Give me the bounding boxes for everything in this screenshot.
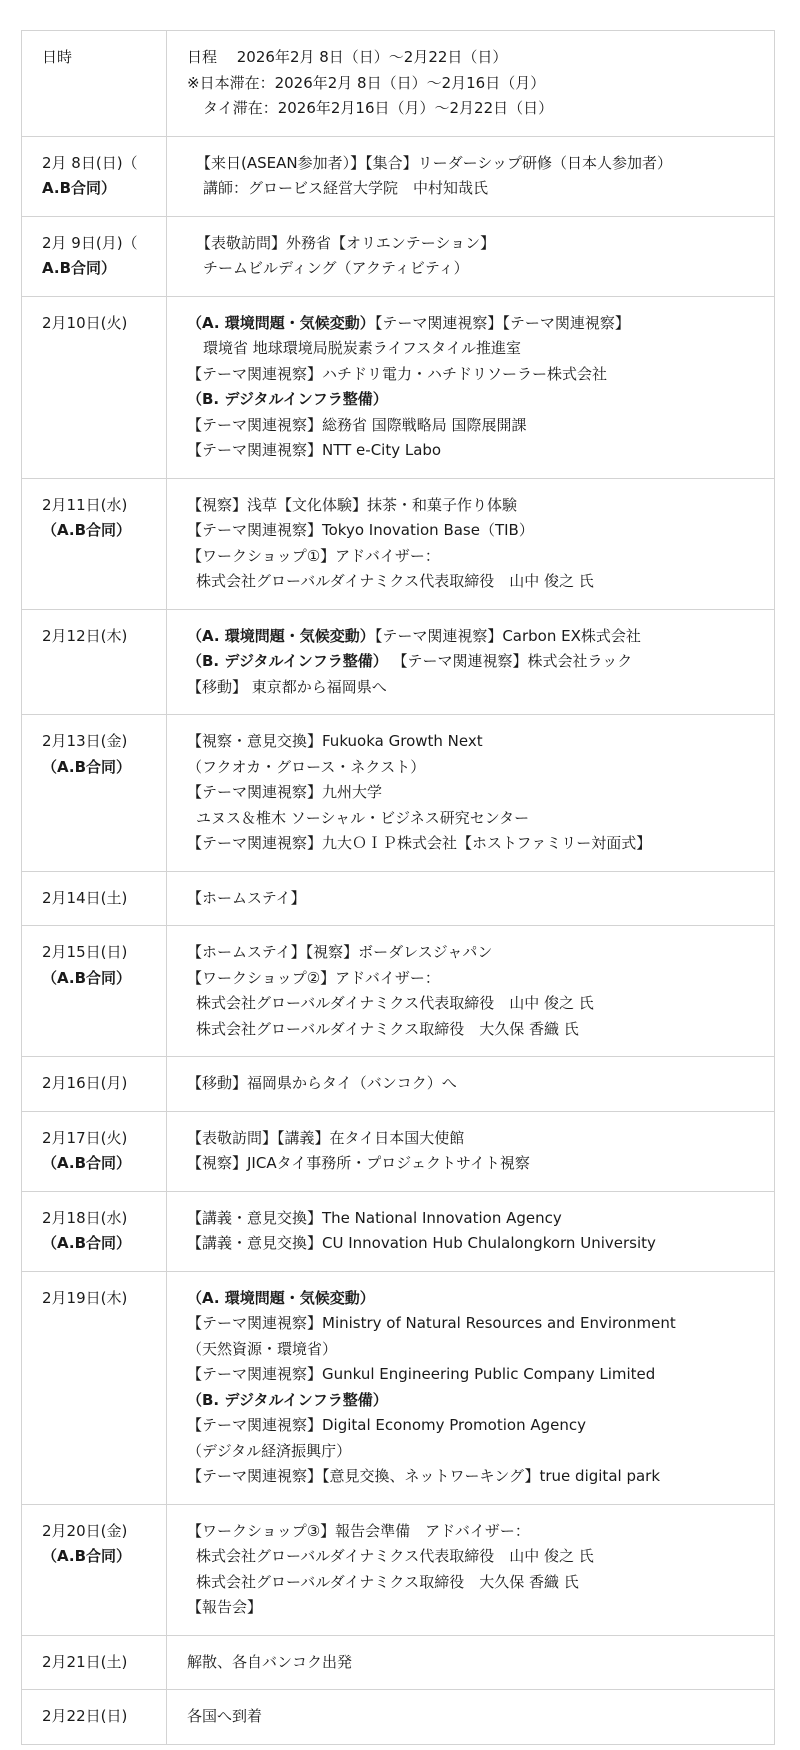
date-cell: [22, 1690, 167, 1745]
activity-text: チームビルディング（アクティビティ）: [203, 259, 469, 277]
activity-line: [187, 675, 764, 701]
date-cell: [22, 136, 167, 216]
activity-text: 【テーマ関連視察】Tokyo Inovation Base（TIB）: [187, 521, 534, 539]
activity-text: 【ワークショップ③】報告会準備 アドバイザー：: [187, 1521, 530, 1540]
date-cell: [22, 31, 167, 137]
activity-line: [187, 493, 764, 519]
activity-text: 【表敬訪問】外務省【オリエンテーション】: [196, 233, 496, 252]
activity-text: 株式会社グローバルダイナミクス取締役 大久保 香織 氏: [196, 1572, 579, 1591]
activity-text: 株式会社グローバルダイナミクス代表取締役 山中 俊之 氏: [196, 572, 594, 590]
activity-text: 【移動】 東京都から福岡県へ: [187, 677, 387, 696]
theme-heading: （A. 環境問題・気候変動）: [187, 1288, 375, 1307]
activity-line: [187, 518, 764, 544]
activity-line: [187, 1544, 764, 1570]
activity-cell: [167, 136, 775, 216]
schedule-row: [22, 1690, 775, 1745]
schedule-row: [22, 1635, 775, 1690]
activity-line: [187, 649, 764, 675]
schedule-row: [22, 296, 775, 478]
activity-line: [187, 151, 764, 177]
schedule-row: [22, 871, 775, 926]
date-label: 2月17日(火): [42, 1128, 128, 1147]
activity-line: [187, 1388, 764, 1414]
activity-line: [187, 886, 764, 912]
activity-line: [187, 966, 764, 992]
activity-cell: [167, 478, 775, 609]
activity-line: [187, 806, 764, 832]
activity-text: 【テーマ関連視察】Digital Economy Promotion Agency: [187, 1416, 586, 1434]
schedule-row: [22, 1191, 775, 1271]
activity-line: [187, 1151, 764, 1177]
activity-line: [187, 1286, 764, 1312]
activity-line: [187, 1519, 764, 1545]
activity-text: 日程 2026年2月 8日（日）〜2月22日（日）: [187, 48, 508, 66]
activity-text: 【講義・意見交換】CU Innovation Hub Chulalongkorn University: [187, 1234, 656, 1252]
activity-line: [187, 1071, 764, 1097]
schedule-row: [22, 1057, 775, 1112]
joint-session-label: （A.B合同）: [42, 968, 132, 987]
activity-line: [187, 1439, 764, 1465]
activity-text: 【テーマ関連視察】ハチドリ電力・ハチドリソーラー株式会社: [187, 364, 608, 383]
activity-line: [187, 831, 764, 857]
activity-cell: [167, 871, 775, 926]
date-label: 2月15日(日): [42, 943, 128, 961]
theme-heading: （B. デジタルインフラ整備）: [187, 652, 388, 670]
activity-text: 【ワークショップ①】アドバイザー：: [187, 546, 440, 565]
date-cell: [22, 715, 167, 872]
date-label: 2月19日(木): [42, 1288, 128, 1307]
activity-text: 各国へ到着: [187, 1707, 263, 1725]
date-label: 2月14日(土): [42, 888, 128, 907]
activity-text: 【ホームステイ】: [187, 888, 306, 907]
activity-line: [187, 176, 764, 202]
activity-cell: [167, 609, 775, 715]
activity-cell: [167, 1191, 775, 1271]
activity-text: 環境省 地球環境局脱炭素ライフスタイル推進室: [203, 339, 521, 357]
date-cell: [22, 871, 167, 926]
date-label: 2月22日(日): [42, 1707, 128, 1725]
activity-text: （フクオカ・グロース・ネクスト）: [187, 757, 426, 776]
activity-line: [187, 1595, 764, 1621]
theme-heading: （B. デジタルインフラ整備）: [187, 1390, 388, 1409]
activity-line: [187, 1231, 764, 1257]
activity-text: 解散、各自バンコク出発: [187, 1652, 353, 1671]
theme-heading: （A. 環境問題・気候変動）: [187, 313, 375, 332]
joint-session-label: （A.B合同）: [42, 1154, 132, 1172]
activity-cell: [167, 1271, 775, 1504]
activity-text: 【テーマ関連視察】Carbon EX株式会社: [374, 626, 641, 645]
activity-text: 【視察】浅草【文化体験】抹茶・和菓子作り体験: [187, 495, 518, 514]
activity-cell: [167, 1057, 775, 1112]
activity-line: [187, 1337, 764, 1363]
activity-text: 【ワークショップ②】アドバイザー：: [187, 968, 440, 987]
date-label: 2月21日(土): [42, 1652, 128, 1671]
activity-text: 【テーマ関連視察】【テーマ関連視察】: [374, 313, 630, 332]
joint-session-label: （A.B合同）: [42, 1547, 132, 1565]
activity-text: 【テーマ関連視察】NTT e-City Labo: [187, 441, 442, 459]
activity-cell: [167, 1111, 775, 1191]
activity-line: [187, 1206, 764, 1232]
activity-line: [187, 96, 764, 122]
activity-line: [187, 336, 764, 362]
activity-text: タイ滞在：2026年2月16日（月）〜2月22日（日）: [203, 99, 554, 117]
date-label: 2月16日(月): [42, 1074, 128, 1092]
date-cell: [22, 1271, 167, 1504]
activity-line: [187, 940, 764, 966]
schedule-row: [22, 715, 775, 872]
activity-line: [187, 544, 764, 570]
activity-text: 【テーマ関連視察】Gunkul Engineering Public Company Limited: [187, 1365, 656, 1383]
date-label: 2月11日(水): [42, 495, 128, 514]
activity-cell: [167, 1635, 775, 1690]
schedule-table: [21, 30, 775, 1745]
schedule-row: [22, 926, 775, 1057]
theme-heading: （B. デジタルインフラ整備）: [187, 390, 388, 408]
date-cell: [22, 296, 167, 478]
activity-line: [187, 755, 764, 781]
activity-text: 【移動】福岡県からタイ（バンコク）へ: [187, 1074, 457, 1092]
schedule-row: [22, 609, 775, 715]
joint-session-label: A.B合同）: [42, 259, 117, 277]
activity-text: 講師：グロービス経営大学院 中村知哉氏: [203, 179, 489, 197]
activity-text: （天然資源・環境省）: [187, 1339, 338, 1358]
activity-line: [187, 1413, 764, 1439]
schedule-row: [22, 1504, 775, 1635]
schedule-row: [22, 216, 775, 296]
activity-line: [187, 438, 764, 464]
activity-line: [187, 1126, 764, 1152]
schedule-row: [22, 136, 775, 216]
date-cell: [22, 1635, 167, 1690]
activity-text: （デジタル経済振興庁）: [187, 1441, 352, 1460]
date-label: 2月 9日(月)（: [42, 233, 138, 252]
activity-text: 【テーマ関連視察】総務省 国際戦略局 国際展開課: [187, 415, 527, 434]
activity-line: [187, 256, 764, 282]
activity-line: [187, 311, 764, 337]
schedule-body: [22, 31, 775, 1745]
date-cell: [22, 609, 167, 715]
activity-line: [187, 1362, 764, 1388]
activity-line: [187, 780, 764, 806]
date-label: 2月13日(金): [42, 732, 128, 750]
joint-session-label: （A.B合同）: [42, 521, 132, 539]
activity-line: [187, 71, 764, 97]
schedule-row: [22, 1271, 775, 1504]
joint-session-label: A.B合同）: [42, 179, 117, 197]
schedule-row: [22, 1111, 775, 1191]
joint-session-label: （A.B合同）: [42, 757, 132, 776]
schedule-row: [22, 478, 775, 609]
activity-text: 【視察】JICAタイ事務所・プロジェクトサイト視察: [187, 1154, 530, 1172]
activity-text: 【テーマ関連視察】九州大学: [187, 783, 383, 801]
date-cell: [22, 478, 167, 609]
date-label: 2月20日(金): [42, 1521, 128, 1540]
activity-cell: [167, 216, 775, 296]
activity-line: [187, 569, 764, 595]
activity-text: 株式会社グローバルダイナミクス代表取締役 山中 俊之 氏: [196, 994, 594, 1012]
activity-line: [187, 1650, 764, 1676]
activity-text: 【テーマ関連視察】九大ＯＩＰ株式会社【ホストファミリー対面式】: [187, 834, 652, 852]
activity-text: 【テーマ関連視察】株式会社ラック: [387, 652, 633, 670]
date-cell: [22, 1111, 167, 1191]
date-label: 日時: [42, 48, 73, 66]
activity-text: ユヌス＆椎木 ソーシャル・ビジネス研究センター: [196, 808, 530, 827]
activity-cell: [167, 31, 775, 137]
date-cell: [22, 1057, 167, 1112]
date-cell: [22, 1504, 167, 1635]
schedule-row: [22, 31, 775, 137]
activity-text: 【テーマ関連視察】Ministry of Natural Resources and Environment: [187, 1314, 676, 1332]
activity-line: [187, 1570, 764, 1596]
activity-text: 【ホームステイ】【視察】ボーダレスジャパン: [187, 943, 493, 961]
activity-line: [187, 231, 764, 257]
date-cell: [22, 926, 167, 1057]
activity-text: 株式会社グローバルダイナミクス取締役 大久保 香織 氏: [196, 1019, 579, 1038]
activity-line: [187, 1017, 764, 1043]
activity-text: 【来日(ASEAN参加者）】【集合】リーダーシップ研修（日本人参加者）: [196, 153, 672, 172]
activity-text: 【表敬訪問】【講義】在タイ日本国大使館: [187, 1128, 465, 1147]
activity-cell: [167, 1690, 775, 1745]
date-label: 2月 8日(日)（: [42, 153, 138, 172]
theme-heading: （A. 環境問題・気候変動）: [187, 626, 375, 645]
activity-line: [187, 45, 764, 71]
date-label: 2月10日(火): [42, 313, 128, 332]
date-cell: [22, 216, 167, 296]
date-label: 2月12日(木): [42, 626, 128, 645]
activity-line: [187, 1464, 764, 1490]
activity-text: 【報告会】: [187, 1598, 263, 1616]
activity-cell: [167, 715, 775, 872]
activity-line: [187, 729, 764, 755]
activity-line: [187, 413, 764, 439]
activity-line: [187, 991, 764, 1017]
activity-text: 株式会社グローバルダイナミクス代表取締役 山中 俊之 氏: [196, 1547, 594, 1565]
date-label: 2月18日(水): [42, 1208, 128, 1227]
activity-text: 【講義・意見交換】The National Innovation Agency: [187, 1208, 562, 1227]
activity-line: [187, 387, 764, 413]
activity-cell: [167, 926, 775, 1057]
activity-text: 【テーマ関連視察】【意見交換、ネットワーキング】true digital park: [187, 1467, 661, 1485]
activity-line: [187, 1311, 764, 1337]
activity-cell: [167, 296, 775, 478]
date-cell: [22, 1191, 167, 1271]
activity-cell: [167, 1504, 775, 1635]
activity-line: [187, 362, 764, 388]
activity-line: [187, 1704, 764, 1730]
activity-text: ※日本滞在：2026年2月 8日（日）〜2月16日（月）: [187, 73, 546, 92]
activity-line: [187, 624, 764, 650]
joint-session-label: （A.B合同）: [42, 1234, 132, 1252]
activity-text: 【視察・意見交換】Fukuoka Growth Next: [187, 732, 483, 750]
